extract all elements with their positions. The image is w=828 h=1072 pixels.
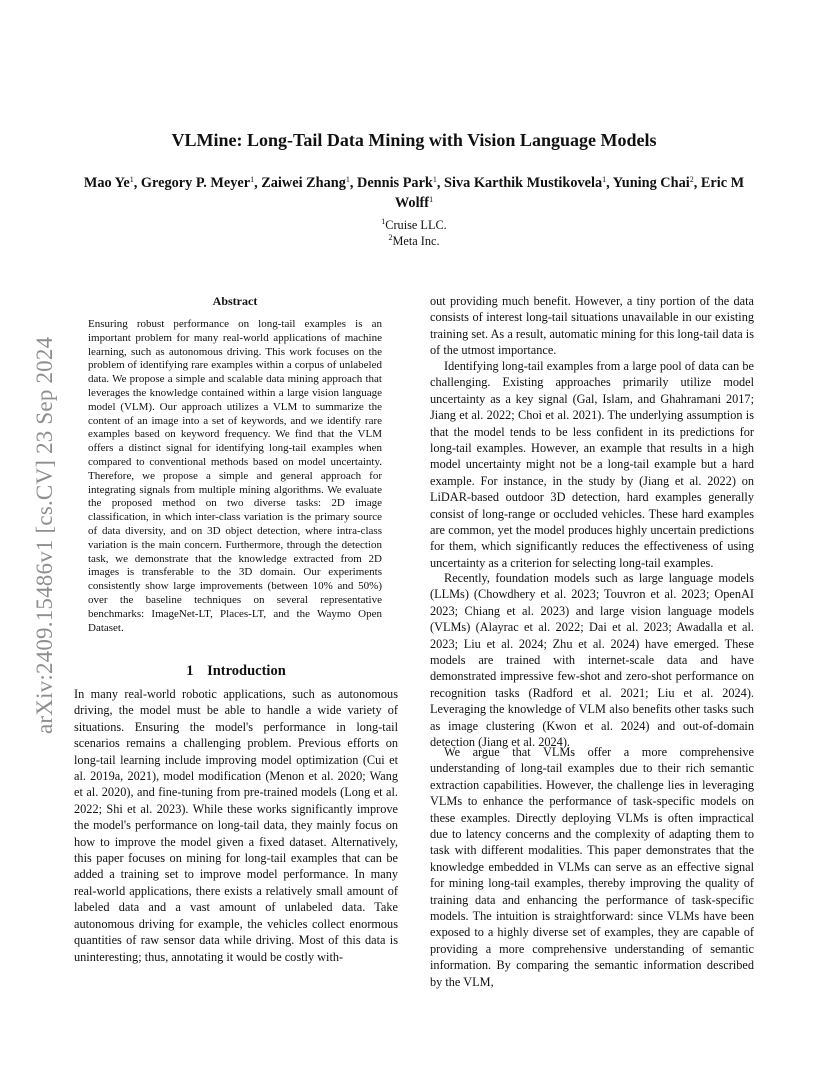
author-affiliation-mark: 1: [129, 175, 134, 184]
author-name: Yuning Chai: [612, 175, 690, 191]
author-name: Eric M Wolff: [394, 175, 745, 211]
abstract-heading: Abstract: [212, 294, 258, 308]
paper-title: VLMine: Long-Tail Data Mining with Vision Language Models: [171, 130, 657, 150]
author-affiliation-mark: 2: [689, 175, 694, 184]
author-affiliation-mark: 1: [432, 175, 437, 184]
affiliation-number: 2: [388, 232, 393, 242]
affiliation: [0, 234, 828, 250]
author-affiliation-mark: 1: [602, 175, 607, 184]
author-name: Gregory P. Meyer: [140, 175, 251, 191]
affiliation-name: Meta Inc.: [392, 233, 440, 248]
author-name: Mao Ye: [83, 175, 130, 191]
introduction-heading: 1 Introduction: [186, 663, 286, 679]
introduction-paragraph: out providing much benefit. However, a tiny portion of the data consists of interest long-tail situations unavailable in our existing training set. As a result, automatic mining for this long-tail data is of the utmost importance.: [430, 294, 754, 358]
author-name: Zaiwei Zhang: [261, 175, 346, 191]
author-affiliation-mark: 1: [250, 175, 255, 184]
affiliation: [0, 218, 828, 234]
author-affiliation-mark: 1: [345, 175, 350, 184]
affiliation-name: Cruise LLC.: [385, 218, 447, 232]
arxiv-identifier: arXiv:2409.15486v1 [cs.CV] 23 Sep 2024: [32, 336, 57, 734]
abstract-body: Ensuring robust performance on long-tail examples is an important problem for many real-world applications of machine learning, such as autonomous driving. This work focuses on the problem of identifying rare examples within a corpus of unlabeled data. We propose a simple and scalable data mining approach that leverages the knowledge contained within a large vision language model (VLM). Our approach utilizes a VLM to summarize the content of an image into a set of keywords, and we identify rare examples based on keyword frequency. We find that the VLM offers a distinct signal for identifying long-tail examples when compared to conventional methods based on model uncertainty. Therefore, we propose a simple and general approach for integrating signals from multiple mining algorithms. We evaluate the proposed method on two diverse tasks: 2D image classification, in which inter-class variation is the primary source of data diversity, and on 3D object detection, where intra-class variation is the main concern. Furthermore, through the detection task, we demonstrate that the knowledge extracted from 2D images is transferable to the 3D domain. Our experiments consistently show large improvements (between 10% and 50%) over the baseline techniques on several representative benchmarks: ImageNet-LT, Places-LT, and the Waymo Open Dataset.: [88, 318, 382, 634]
introduction-paragraph: Identifying long-tail examples from a large pool of data can be challenging. Existing approaches primarily utilize model uncertainty as a key signal (Gal, Islam, and Ghahramani 2017; Jiang et al. 2022; Choi et al. 2021). The underlying assumption is that the model tends to be less confident in its predictions for long-tail examples. However, an example that results in a high model uncertainty might not be a long-tail example but a hard example. For instance, in the study by (Jiang et al. 2022) on LiDAR-based outdoor 3D detection, hard examples generally consist of long-range or occluded vehicles. These hard examples are common, yet the model produces highly uncertain predictions for them, which significantly reduces the effectiveness of using uncertainty as a criterion for selecting long-tail examples.: [430, 359, 754, 570]
introduction-paragraph: We argue that VLMs offer a more comprehensive understanding of long-tail examples due to their rich semantic extraction capabilities. However, the challenge lies in leveraging VLMs to enhance the performance of task-specific models on these examples. Directly deploying VLMs is often impractical due to latency concerns and the complexity of adapting them to task with different modalities. This paper demonstrates that the knowledge embedded in VLMs can serve as an effective signal for mining long-tail examples, thereby improving the quality of training data and enhancing the performance of task-specific models. The intuition is straightforward: since VLMs have been exposed to a highly diverse set of examples, they are capable of providing a more comprehensive understanding of semantic information. By comparing the semantic information described by the VLM,: [430, 745, 754, 989]
author-list: Mao Ye$^1$, Gregory P. Meyer$^1$, Zaiwei Zhang$^1$, Dennis Park$^1$, Siva Karthik Mustikovela$^1$, Yuning Chai$^2$, Eric M Wolff$^1$: [83, 175, 745, 211]
affiliation-list: [0, 218, 828, 249]
author-name: Dennis Park: [357, 175, 433, 191]
author-name: Siva Karthik Mustikovela: [444, 175, 603, 191]
introduction-paragraph: In many real-world robotic applications, such as autonomous driving, the model must be able to handle a wide variety of situations. Ensuring the model's performance in long-tail scenarios remains a challenging problem. Previous efforts on long-tail learning include improving model optimization (Cui et al. 2019a, 2021), model modification (Menon et al. 2020; Wang et al. 2020), and fine-tuning from pre-trained models (Long et al. 2022; Shi et al. 2023). While these works significantly improve the model's performance on long-tail data, they mainly focus on how to improve the model given a fixed dataset. Alternatively, this paper focuses on mining for long-tail examples that can be added a training set to improve model performance. In many real-world applications, there exists a relatively small amount of labeled data and a vast amount of unlabeled data. Take autonomous driving for example, the vehicles collect enormous quantities of raw sensor data while driving. Most of this data is uninteresting; thus, annotating it would be costly with-: [74, 687, 398, 964]
affiliation-number: 1: [381, 217, 386, 226]
author-affiliation-mark: 1: [429, 195, 434, 204]
introduction-paragraph: Recently, foundation models such as large language models (LLMs) (Chowdhery et al. 2023; Touvron et al. 2023; OpenAI 2023; Chiang et al. 2023) and large vision language models (VLMs) (Alayrac et al. 2022; Dai et al. 2023; Awadalla et al. 2023; Liu et al. 2024; Zhu et al. 2024) have emerged. These models are trained with internet-scale data and have demonstrated impressive few-shot and zero-shot performance on recognition tasks (Radford et al. 2021; Liu et al. 2024). Leveraging the knowledge of VLM also benefits other tasks such as image clustering (Kwon et al. 2024) and out-of-domain detection (Jiang et al. 2024).: [430, 571, 754, 750]
